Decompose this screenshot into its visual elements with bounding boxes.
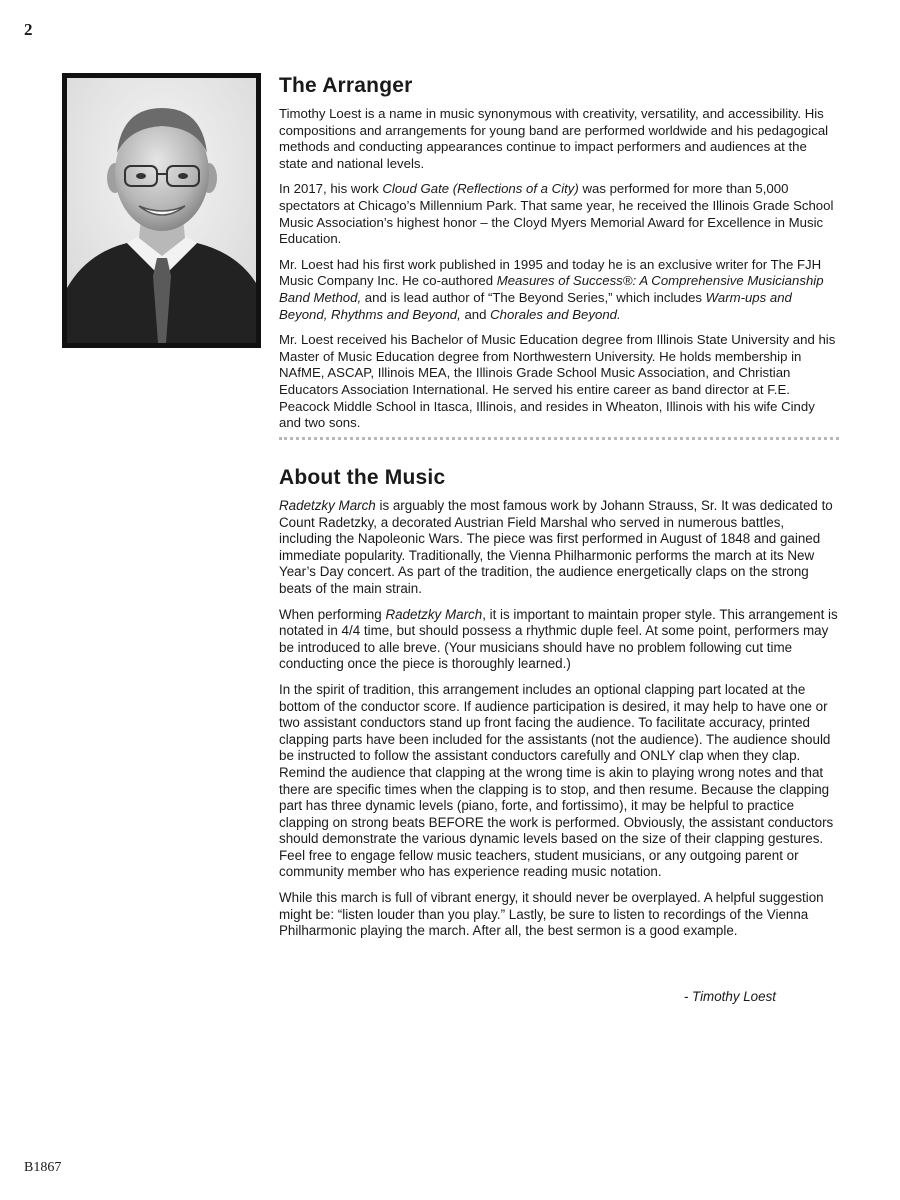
- music-paragraph-4: While this march is full of vibrant energy, it should never be overplayed. A helpful suggestion might be: “listen louder than you play.” Lastly, be sure to listen to recordings of the Vienna Philharmonic playing the march. After all, the best sermon is a good example.: [279, 890, 824, 939]
- work-title: Radetzky March: [279, 498, 376, 513]
- work-title: Radetzky March: [385, 606, 483, 622]
- signature: - Timothy Loest: [683, 989, 776, 1004]
- text-run: In 2017, his work: [279, 181, 383, 197]
- page-number: 2: [24, 20, 33, 39]
- arranger-paragraph-4: Mr. Loest received his Bachelor of Music Education degree from Illinois State University and his Master of Music Education degree from Northwestern University. He holds membership in NAfME, ASCAP, Illinois MEA, the Illinois Grade School Music Association, and Christian Educators Association International. He served his entire career as band director at F.E. Peacock Middle School in Itasca, Illinois, and resides in Wheaton, Illinois with his wife Cindy and two sons.: [279, 332, 836, 431]
- text-run: When performing: [279, 606, 386, 622]
- text-run: is arguably the most famous work by Johann Strauss, Sr. It was dedicated to Count Radetzky, a decorated Austrian Field Marshal who served in numerous battles, including the Napoleonic Wars. The piece was first performed in August of 1848 and gained immediate popularity. Traditionally, the Vienna Philharmonic performs the march at its New Year’s Day concert. As part of the tradition, the audience energetically claps on the strong beats of the main strain.: [279, 498, 833, 596]
- music-paragraph-1: [279, 498, 839, 598]
- text-run: Mr. Loest had his first work published in 1995 and today he is an exclusive writer for The FJH Music Company Inc. He co-authored: [279, 256, 822, 289]
- text-run: and: [460, 306, 491, 322]
- portrait-image: [67, 78, 256, 343]
- arranger-paragraph-3: [279, 257, 839, 323]
- about-music-section: [279, 466, 839, 949]
- arranger-portrait-photo: [62, 73, 261, 348]
- book-title: Measures of Success®: A Comprehensive Musicianship Band Method,: [279, 273, 824, 305]
- section-divider: [279, 437, 839, 440]
- music-paragraph-2: [279, 607, 839, 673]
- music-paragraph-3: In the spirit of tradition, this arrangement includes an optional clapping part located at the bottom of the conductor score. If audience participation is desired, it may help to have one or two assistant conductors stand up front facing the audience. To facilitate accuracy, printed clapping parts have been included for the assistants (not the audience). The audience should be instructed to follow the assistant conductors carefully and ONLY clap when they clap. Remind the audience that clapping at the wrong time is akin to playing wrong notes and that there are specific times when the clapping is to stop, and then resume. Because the clapping part has three dynamic levels (piano, forte, and fortissimo), it may be helpful to practice clapping on strong beats BEFORE the work is performed. Obviously, the assistant conductors should demonstrate the various dynamic levels based on the size of their clapping gestures. Feel free to engage fellow music teachers, student musicians, or any outgoing parent or community member who has experience reading music notation.: [279, 681, 834, 880]
- arranger-paragraph-1: Timothy Loest is a name in music synonymous with creativity, versatility, and accessibility. His compositions and arrangements for young band are performed worldwide and his pedagogical methods and conducting appearances continue to impact performers and audiences at the state and national levels.: [279, 106, 829, 171]
- text-run: and is lead author of “The Beyond Series,” which includes: [361, 289, 706, 305]
- arranger-paragraph-2: [279, 181, 839, 247]
- book-title: Warm-ups and Beyond, Rhythms and Beyond,: [279, 289, 792, 322]
- text-run: was performed for more than 5,000 spectators at Chicago’s Millennium Park. That same year, he received the Illinois Grade School Music Association’s highest honor – the Cloyd Myers Memorial Award for Excellence in Music Education.: [279, 181, 834, 247]
- footer-code: B1867: [24, 1160, 62, 1175]
- work-title: Cloud Gate (Reflections of a City): [382, 181, 579, 197]
- text-run: , it is important to maintain proper style. This arrangement is notated in 4/4 time, but should possess a rhythmic duple feel. At some point, performers may be introduced to alle breve. (Your musicians should have no problem following cut time conducting once the piece is thoroughly learned.): [279, 606, 838, 672]
- about-music-heading: About the Music: [279, 466, 446, 489]
- book-title: Chorales and Beyond.: [490, 306, 621, 322]
- arranger-heading: The Arranger: [279, 74, 413, 97]
- arranger-section: [279, 74, 839, 441]
